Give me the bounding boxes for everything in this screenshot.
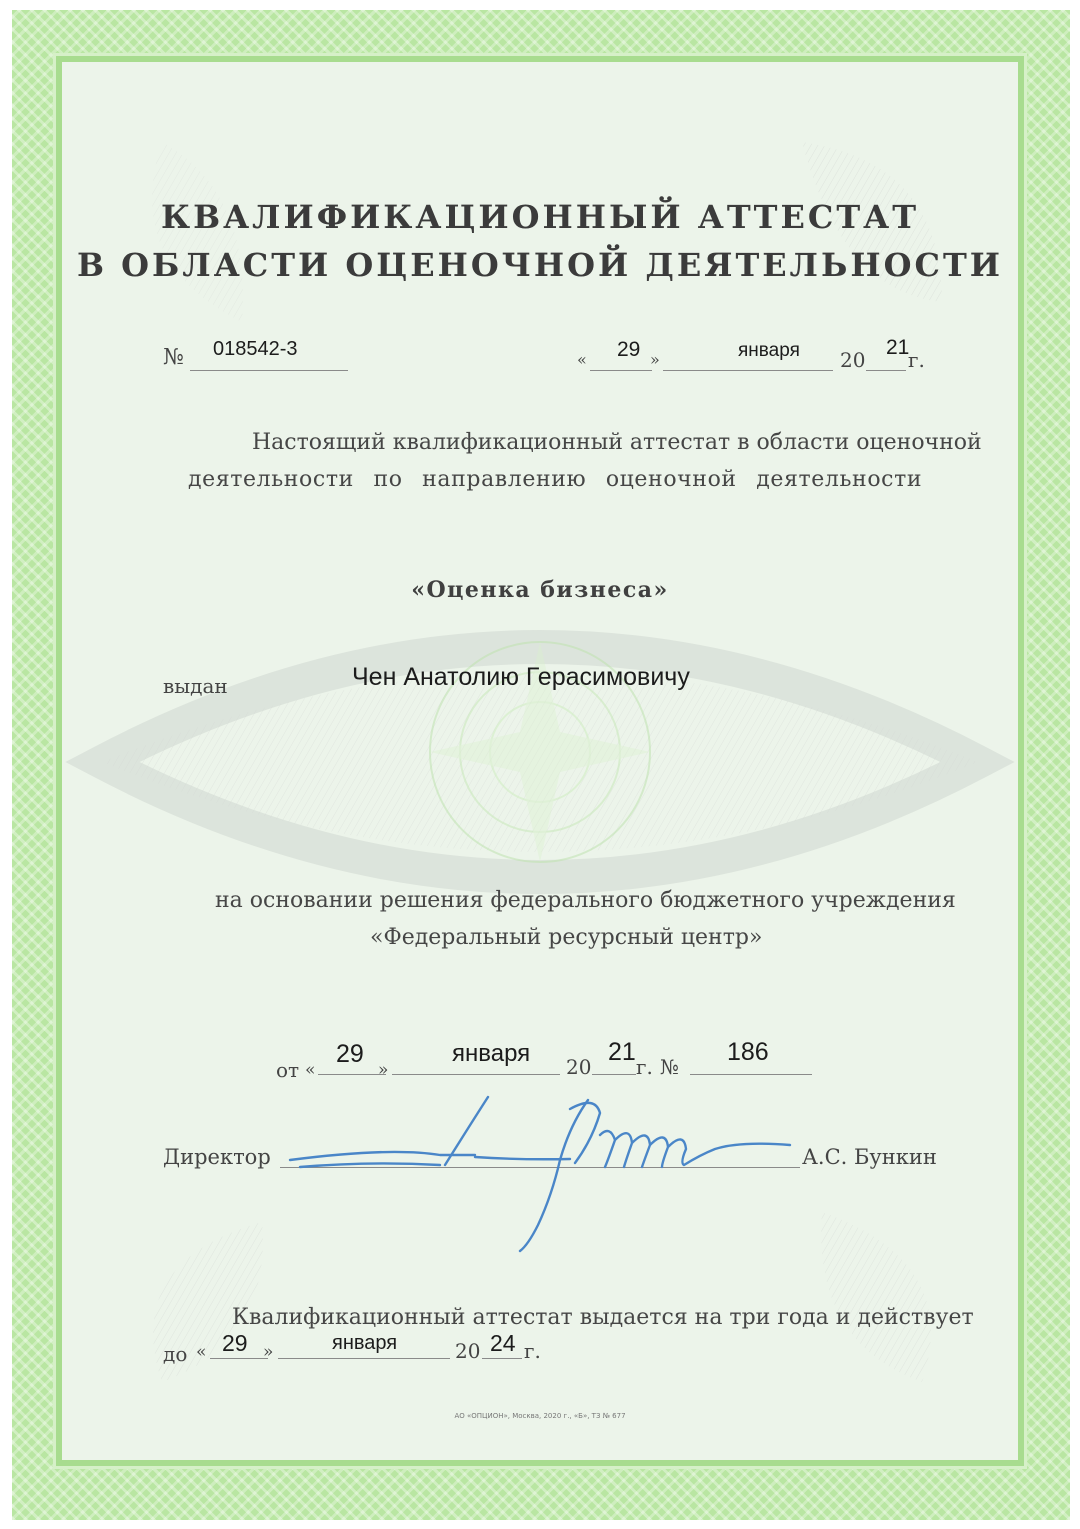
validity-quote-close: » [263, 1342, 274, 1362]
validity-year-unit: г. [524, 1339, 541, 1363]
handwritten-signature [270, 1085, 810, 1255]
certificate-number: 018542-3 [213, 338, 298, 360]
decision-quote-close: » [378, 1060, 389, 1080]
decision-month-underline [392, 1074, 560, 1075]
number-underline [190, 370, 348, 371]
day-underline [590, 370, 652, 371]
holder-name: Чен Анатолию Герасимовичу [352, 663, 690, 691]
validity-day-underline [210, 1358, 268, 1359]
basis-line-1: на основании решения федерального бюджетного учреждения [215, 888, 956, 913]
decision-number: 186 [727, 1038, 769, 1066]
intro-line-2: деятельности по направлению оценочной деятельности [188, 467, 923, 492]
title-line-2: В ОБЛАСТИ ОЦЕНОЧНОЙ ДЕЯТЕЛЬНОСТИ [76, 246, 1003, 284]
issue-day: 29 [617, 338, 641, 361]
validity-day: 29 [222, 1330, 248, 1356]
validity-until-label: до [163, 1342, 188, 1366]
year-prefix: 20 [840, 348, 866, 372]
issued-label: выдан [163, 674, 228, 698]
year-unit: г. [908, 348, 925, 372]
title-line-1: КВАЛИФИКАЦИОННЫЙ АТТЕСТАТ [160, 198, 920, 236]
decision-year-prefix: 20 [566, 1055, 592, 1079]
decision-day-underline [318, 1074, 386, 1075]
decision-number-label: № [660, 1055, 679, 1079]
number-label: № [163, 345, 184, 370]
basis-line-2: «Федеральный ресурсный центр» [370, 925, 763, 950]
date-quote-open: « [577, 350, 587, 369]
decision-year-underline [592, 1074, 636, 1075]
decision-day: 29 [336, 1040, 364, 1068]
validity-year-underline [482, 1358, 522, 1359]
decision-year-unit: г. [636, 1055, 653, 1079]
decision-number-underline [690, 1074, 812, 1075]
direction-name: «Оценка бизнеса» [411, 577, 669, 603]
signatory-name: А.С. Бункин [802, 1145, 937, 1169]
validity-month-underline [278, 1358, 450, 1359]
issue-year: 21 [886, 336, 910, 359]
month-underline [663, 370, 833, 371]
signatory-role: Директор [163, 1145, 271, 1169]
validity-quote-open: « [196, 1342, 207, 1362]
decision-quote-open: « [305, 1060, 316, 1080]
decision-month: января [452, 1040, 531, 1067]
validity-month: января [332, 1332, 398, 1354]
year-underline [866, 370, 906, 371]
issue-month: января [738, 340, 800, 361]
validity-year: 24 [490, 1330, 516, 1356]
decision-year: 21 [608, 1038, 636, 1066]
decision-from-label: от [276, 1058, 300, 1082]
validity-year-prefix: 20 [455, 1339, 481, 1363]
intro-line-1: Настоящий квалификационный аттестат в области оценочной [252, 430, 982, 455]
printer-imprint: АО «ОПЦИОН», Москва, 2020 г., «Б», ТЗ № 677 [454, 1412, 626, 1420]
date-quote-close: » [650, 350, 660, 369]
validity-line-1: Квалификационный аттестат выдается на три года и действует [232, 1305, 974, 1330]
